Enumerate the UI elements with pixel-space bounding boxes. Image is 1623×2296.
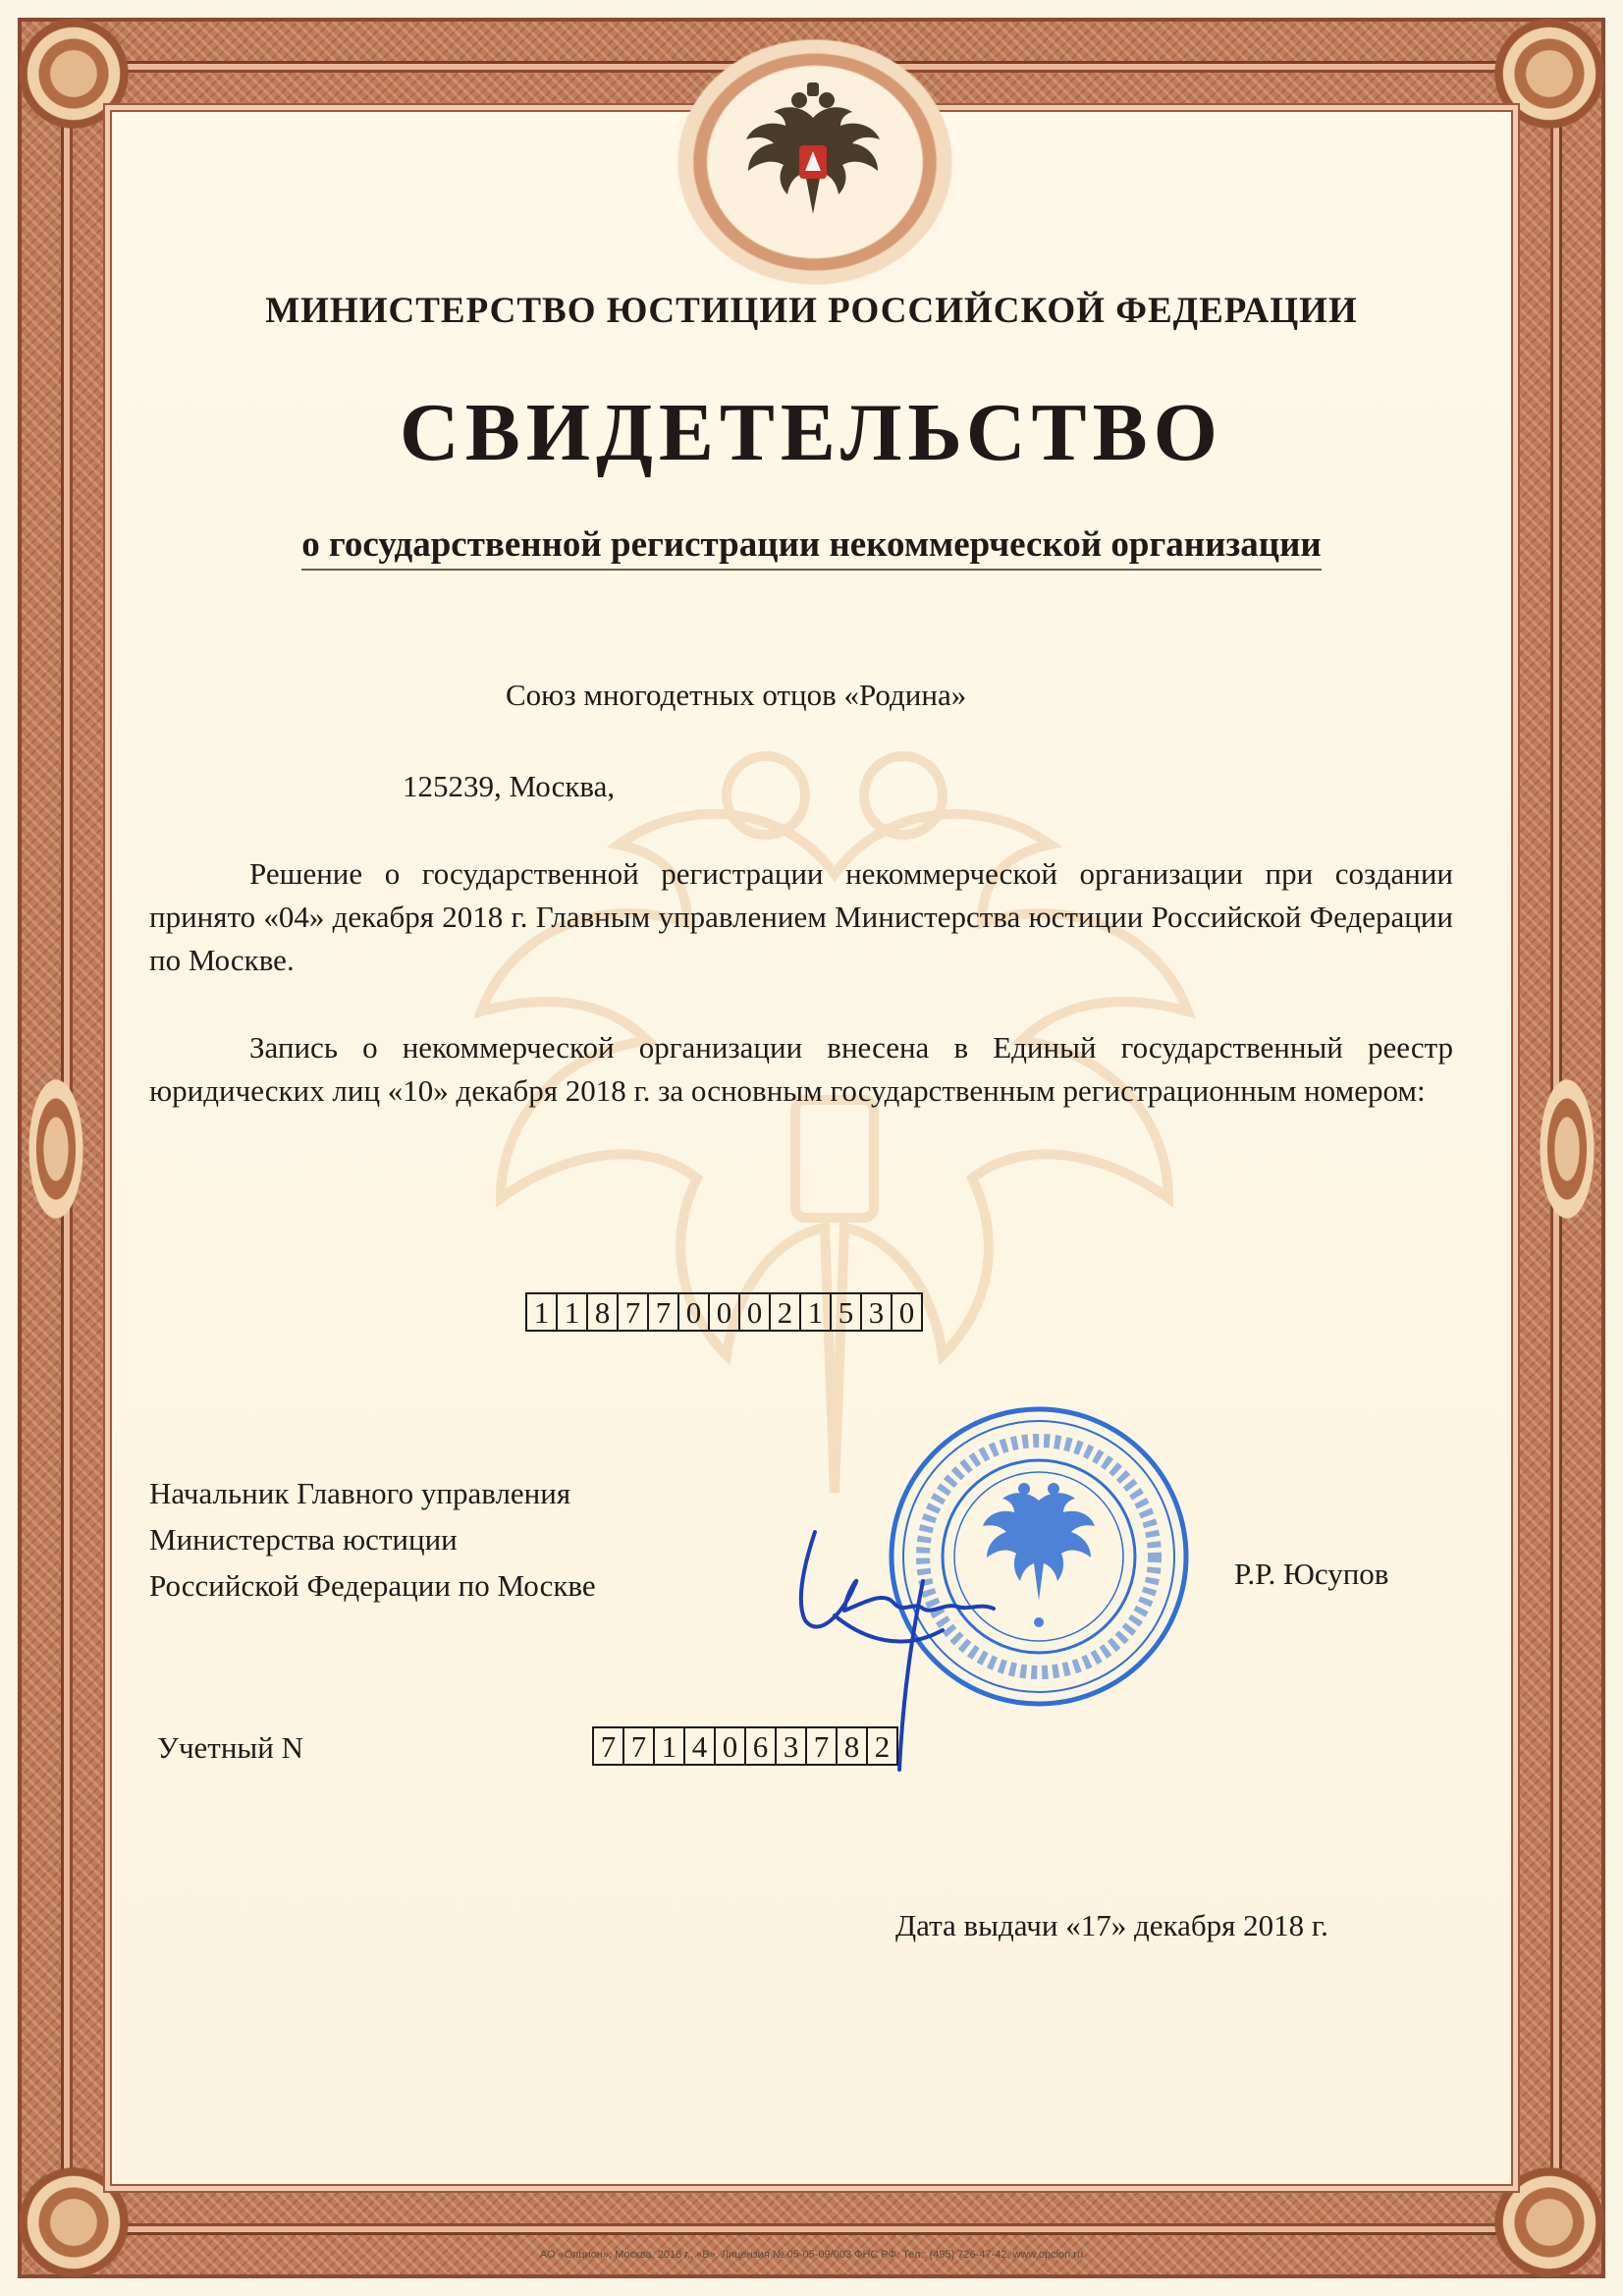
signatory-title [149, 1470, 596, 1609]
digit-cell: 7 [592, 1726, 624, 1766]
issuing-authority: МИНИСТЕРСТВО ЮСТИЦИИ РОССИЙСКОЙ ФЕДЕРАЦИИ [265, 291, 1358, 331]
digit-cell: 0 [677, 1292, 710, 1332]
record-paragraph: Запись о некоммерческой организации внесена в Единый государственный реестр юридических лиц «10» декабря 2018 г. за основным государственным регистрационным номером: [149, 1030, 1453, 1108]
organization-address: 125239, Москва, [403, 769, 616, 803]
digit-cell: 1 [799, 1292, 832, 1332]
organization-name: Союз многодетных отцов «Родина» [506, 678, 967, 712]
signatory-name: Р.Р. Юсупов [1234, 1557, 1389, 1591]
account-number-boxes [594, 1726, 898, 1766]
signatory-title-line: Министерства юстиции [149, 1522, 458, 1557]
digit-cell: 7 [622, 1726, 655, 1766]
side-ornament-left [22, 1061, 90, 1237]
signatory-title-line: Российской Федерации по Москве [149, 1568, 596, 1603]
digit-cell: 0 [708, 1292, 740, 1332]
ogrn-number-boxes [527, 1292, 923, 1332]
digit-cell: 2 [769, 1292, 801, 1332]
digit-cell: 8 [586, 1292, 619, 1332]
document-subtitle [0, 523, 1623, 566]
digit-cell: 3 [860, 1292, 893, 1332]
digit-cell: 0 [891, 1292, 923, 1332]
digit-cell: 6 [744, 1726, 777, 1766]
account-number-label: Учетный N [157, 1730, 303, 1765]
digit-cell: 0 [738, 1292, 771, 1332]
digit-cell: 3 [775, 1726, 807, 1766]
digit-cell: 7 [617, 1292, 649, 1332]
document-subtitle-text: о государственной регистрации некоммерческой организации [301, 524, 1321, 571]
digit-cell: 1 [556, 1292, 588, 1332]
digit-cell: 1 [653, 1726, 685, 1766]
digit-cell: 0 [714, 1726, 746, 1766]
double-headed-eagle-emblem-icon [734, 77, 892, 234]
issue-date: Дата выдачи «17» декабря 2018 г. [895, 1908, 1328, 1942]
digit-cell: 1 [525, 1292, 558, 1332]
digit-cell: 5 [830, 1292, 862, 1332]
printer-imprint: АО «Опцион», Москва, 2018 г., «В». Лицензия № 05-05-09/003 ФНС РФ. Тел.: (495) 726-47-42, www.opcion.ru [539, 2249, 1084, 2261]
digit-cell: 4 [683, 1726, 716, 1766]
signatory-title-line: Начальник Главного управления [149, 1476, 571, 1510]
digit-cell: 7 [805, 1726, 838, 1766]
decision-paragraph: Решение о государственной регистрации некоммерческой организации при создании принято «04» декабря 2018 г. Главным управлением Министерства юстиции Российской Федерации по Москве. [149, 856, 1453, 977]
side-ornament-right [1533, 1061, 1601, 1237]
digit-cell: 2 [866, 1726, 898, 1766]
document-title: СВИДЕТЕЛЬСТВО [400, 387, 1223, 478]
digit-cell: 7 [647, 1292, 679, 1332]
digit-cell: 8 [836, 1726, 868, 1766]
